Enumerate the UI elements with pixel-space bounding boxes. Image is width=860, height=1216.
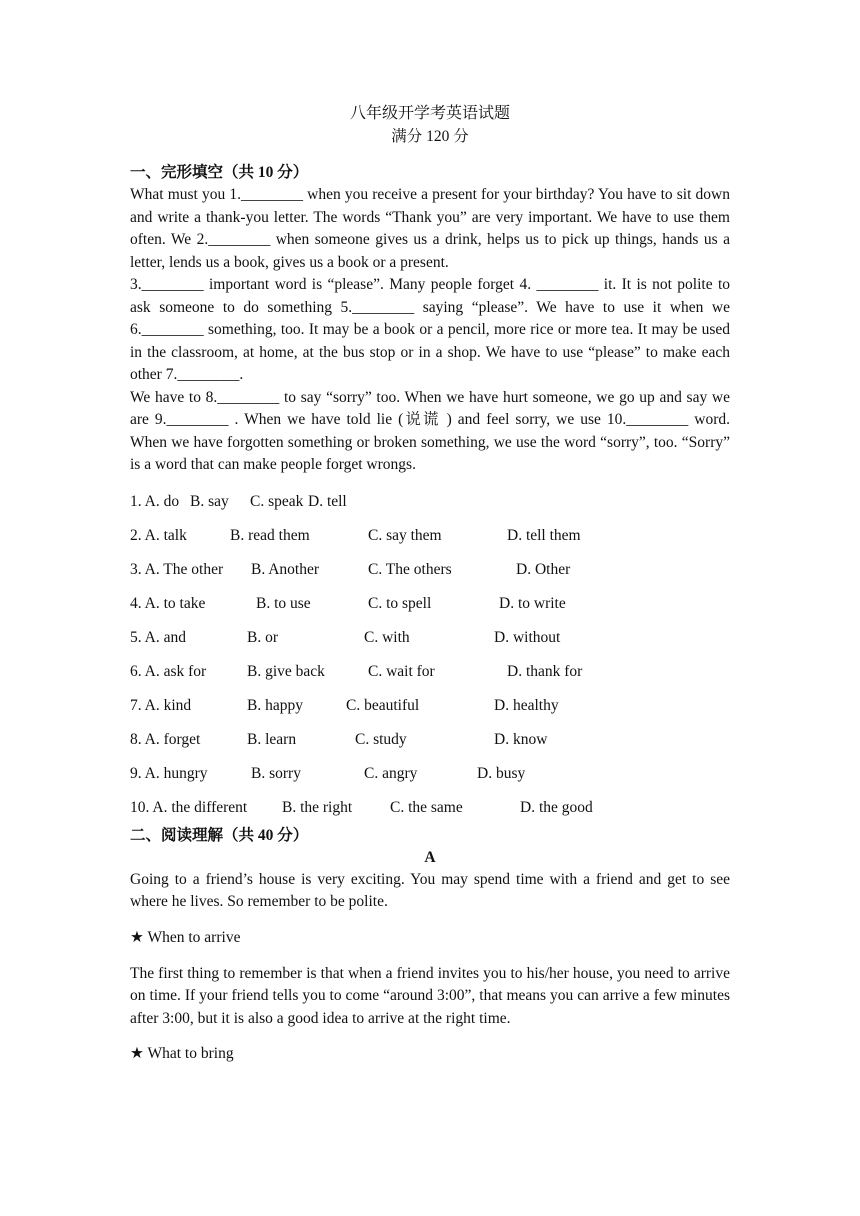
option-row <box>130 757 730 791</box>
reading-paragraph-1: The first thing to remember is that when a friend invites you to his/her house, you need to arrive on time. If your friend tells you to come “around 3:00”, that means you can arrive a few minutes after 3:00, but it is also a good idea to arrive at the right time. <box>130 964 730 1027</box>
option-choice: C. wait for <box>368 662 435 680</box>
page-subtitle: 满分 120 分 <box>391 128 469 145</box>
option-choice: C. speak <box>250 492 304 510</box>
option-choice: C. with <box>364 628 410 646</box>
option-choice: 7. A. kind <box>130 696 192 714</box>
option-choice: D. the good <box>520 798 593 816</box>
option-choice: 3. A. The other <box>130 560 224 578</box>
option-choice: B. learn <box>247 730 297 748</box>
option-choice: 8. A. forget <box>130 730 201 748</box>
reading-intro: Going to a friend’s house is very exciting. You may spend time with a friend and get to see where he lives. So remember to be polite. <box>130 870 730 910</box>
option-choice: B. or <box>247 628 278 646</box>
option-choice: 6. A. ask for <box>130 662 207 680</box>
option-choice: D. know <box>494 730 548 748</box>
option-choice: D. tell <box>308 492 347 510</box>
subheading-what-to-bring: ★ What to bring <box>130 1045 234 1062</box>
cloze-paragraph-1: What must you 1.________ when you receive a present for your birthday? You have to sit down and write a thank-you letter. The words “Thank you” are very important. We have to use them often. We 2.________ when someone gives us a drink, helps us to pick up things, hands us a letter, lends us a book, gives us a book or a present. <box>130 186 730 271</box>
cloze-paragraph-3: We have to 8.________ to say “sorry” too. When we have hurt someone, we go up and say we are 9.________ . When we have told lie (说谎 ) and feel sorry, we use 10.________ word. When we have forgotten something or broken something, we use the word “sorry”, too. “Sorry” is a word that can make people forget wrongs. <box>130 388 730 473</box>
option-choice: C. study <box>355 730 407 748</box>
option-row <box>130 655 730 689</box>
option-choice: C. to spell <box>368 594 432 612</box>
option-choice: D. tell them <box>507 526 581 544</box>
option-choice: B. Another <box>251 560 320 578</box>
option-choice: D. busy <box>477 764 526 782</box>
option-choice: B. give back <box>247 662 325 680</box>
option-choice: 2. A. talk <box>130 526 187 544</box>
section1-heading: 一、完形填空（共 10 分） <box>130 164 309 181</box>
option-choice: 9. A. hungry <box>130 764 208 782</box>
section2-heading: 二、阅读理解（共 40 分） <box>130 826 309 844</box>
cloze-options <box>130 485 730 825</box>
option-choice: 5. A. and <box>130 628 186 646</box>
option-choice: D. healthy <box>494 696 559 714</box>
option-row <box>130 621 730 655</box>
option-choice: D. Other <box>516 560 571 578</box>
option-row <box>130 485 730 519</box>
document-body <box>130 102 730 1079</box>
option-row <box>130 553 730 587</box>
option-choice: D. without <box>494 628 561 646</box>
option-choice: C. angry <box>364 764 418 782</box>
option-choice: B. read them <box>230 526 310 544</box>
option-row <box>130 791 730 825</box>
option-choice: D. to write <box>499 594 566 612</box>
cloze-paragraph-2: 3.________ important word is “please”. Many people forget 4. ________ it. It is not polite to ask someone to do something 5.________ saying “please”. We have to use it when we 6.________ something, too. It may be a book or a pencil, more rice or more tea. It may be used in the classroom, at home, at the bus stop or in a shop. We have to use “please” to make each other 7.________. <box>130 276 730 383</box>
option-choice: B. to use <box>256 594 311 612</box>
option-row <box>130 587 730 621</box>
option-choice: C. the same <box>390 798 463 816</box>
option-choice: C. The others <box>368 560 452 578</box>
option-choice: C. beautiful <box>346 696 420 714</box>
option-choice: 10. A. the different <box>130 798 248 816</box>
option-choice: B. happy <box>247 696 303 714</box>
option-choice: C. say them <box>368 526 442 544</box>
option-row <box>130 689 730 723</box>
option-row <box>130 519 730 553</box>
passage-label: A <box>424 848 436 866</box>
option-choice: D. thank for <box>507 662 583 680</box>
option-row <box>130 723 730 757</box>
option-choice: B. sorry <box>251 764 301 782</box>
option-choice: 1. A. do <box>130 492 180 510</box>
option-choice: B. the right <box>282 798 353 816</box>
subheading-when-to-arrive: ★ When to arrive <box>130 928 241 946</box>
option-choice: 4. A. to take <box>130 594 206 612</box>
option-choice: B. say <box>190 492 229 510</box>
page-title: 八年级开学考英语试题 <box>349 105 510 122</box>
